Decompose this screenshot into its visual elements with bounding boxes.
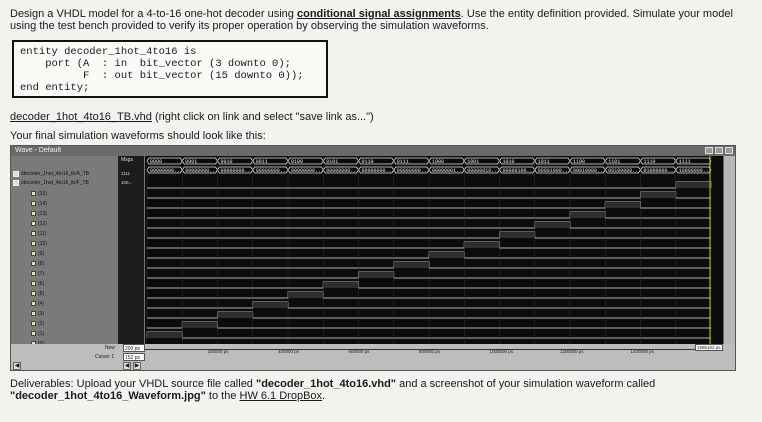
bit-icon: [31, 231, 36, 236]
code-line: F : out bit_vector (15 downto 0));: [20, 70, 304, 82]
close-button[interactable]: [725, 147, 733, 154]
bit-icon: [31, 191, 36, 196]
bit-row[interactable]: [31, 240, 47, 249]
bit-high-fill: [288, 292, 323, 298]
bus-f-value-label: 00000010...: [467, 167, 501, 174]
bit-label: (4): [38, 301, 45, 307]
bit-label: (9): [38, 251, 45, 257]
instructions-line-2: using the test bench provided to verify its proper operation by observing the simulation waveforms.: [10, 20, 489, 32]
bit-row[interactable]: [31, 230, 47, 239]
bit-row[interactable]: [31, 210, 47, 219]
value-a: 1111: [121, 171, 131, 176]
bit-icon: [31, 261, 36, 266]
bus-f-value-label: 10000000...: [678, 167, 712, 174]
bit-icon: [31, 311, 36, 316]
wave-window: [10, 145, 736, 371]
bus-f-value-label: 00000000...: [220, 167, 254, 174]
bit-high-fill: [147, 332, 182, 338]
bus-a-value-label: 0011: [255, 158, 268, 165]
bus-f-value-label: 00000100...: [502, 167, 536, 174]
now-label: Now: [105, 345, 116, 351]
bus-a-value-label: 0110: [361, 158, 374, 165]
time-tick-label: 200000 ps: [207, 349, 229, 354]
bit-high-fill: [394, 262, 429, 268]
bit-high-fill: [570, 212, 605, 218]
bit-label: (15): [38, 191, 47, 197]
cursor-value: 152 ps: [123, 353, 145, 361]
bus-a-value-label: 1010: [502, 158, 515, 165]
cursor-readout: 1595152 ps: [697, 345, 721, 350]
bus-f-value-label: 00001000...: [537, 167, 571, 174]
bus-a-value-label: 0111: [396, 158, 409, 165]
wave-titlebar: [11, 146, 735, 156]
bus-a-value-label: 0000: [150, 158, 163, 165]
signal-row-f[interactable]: [13, 179, 89, 188]
bus-a-value-label: 1011: [537, 158, 550, 165]
time-tick-label: 800000 ps: [419, 349, 441, 354]
bit-high-fill: [535, 222, 570, 228]
bus-f-value-label: 00000001...: [432, 167, 466, 174]
deliverables-text-end: .: [322, 390, 326, 402]
bit-row[interactable]: [31, 190, 47, 199]
bit-row[interactable]: [31, 290, 44, 299]
bus-f-value-label: 00000000...: [150, 167, 184, 174]
bit-high-fill: [464, 242, 499, 248]
time-tick-label: 1000000 ps: [489, 349, 514, 354]
code-line: port (A : in bit_vector (3 downto 0);: [20, 58, 291, 70]
bit-high-fill: [605, 202, 640, 208]
deliverables-line-1: [10, 378, 655, 390]
dropbox-link[interactable]: HW 6.1 DropBox: [239, 390, 323, 402]
bit-high-fill: [641, 192, 676, 198]
bit-label: (12): [38, 221, 47, 227]
deliverables-text-cont: and a screenshot of your simulation waveform called: [396, 378, 656, 390]
bit-high-fill: [323, 282, 358, 288]
bus-f-value-label: 00010000...: [573, 167, 607, 174]
bus-a-value-label: 0010: [220, 158, 233, 165]
bus-a-value-label: 1101: [608, 158, 621, 165]
bus-a-value-label: 1001: [467, 158, 480, 165]
bit-row[interactable]: [31, 270, 44, 279]
msgs-header: Msgs: [121, 157, 133, 163]
instructions-line-1: [10, 8, 733, 20]
bit-row[interactable]: [31, 280, 44, 289]
waveform-svg: [145, 156, 723, 344]
bit-icon: [31, 321, 36, 326]
bus-f-value-label: 00000000...: [326, 167, 360, 174]
scroll-left-button-2[interactable]: ◀: [124, 363, 130, 369]
bit-label: (14): [38, 201, 47, 207]
signal-name: /decoder_1hot_4to16_tb/F_TB: [21, 180, 89, 186]
bit-label: (8): [38, 261, 45, 267]
bit-row[interactable]: [31, 300, 44, 309]
entity-code-box: [12, 40, 328, 98]
bit-icon: [31, 271, 36, 276]
bus-a-value-label: 1100: [573, 158, 586, 165]
code-line: entity decoder_1hot_4to16 is: [20, 46, 197, 58]
bus-a-value-label: 1110: [643, 158, 656, 165]
bit-high-fill: [359, 272, 394, 278]
bit-icon: [31, 221, 36, 226]
scroll-right-button[interactable]: ▶: [134, 363, 140, 369]
bus-a-value-label: 1000: [432, 158, 445, 165]
bit-high-fill: [429, 252, 464, 258]
deliverable-file-1: "decoder_1hot_4to16.vhd": [256, 378, 397, 390]
instructions-text-cont: . Use the entity definition provided. Simulate your model: [460, 8, 733, 20]
bus-f-value-label: 00000000...: [255, 167, 289, 174]
time-tick-label: 1400000 ps: [630, 349, 655, 354]
instructions-text: Design a VHDL model for a 4-to-16 one-hot decoder using: [10, 8, 297, 20]
bit-label: (10): [38, 241, 47, 247]
code-line: end entity;: [20, 82, 90, 94]
bit-label: (7): [38, 271, 45, 277]
scroll-left-button[interactable]: ◀: [14, 363, 20, 369]
bit-label: (5): [38, 291, 45, 297]
bus-a-value-label: 0101: [326, 158, 339, 165]
bit-icon: [31, 281, 36, 286]
bit-high-fill: [182, 322, 217, 328]
value-f: 100...: [121, 180, 133, 185]
bit-icon: [31, 211, 36, 216]
bit-icon: [31, 241, 36, 246]
expand-icon[interactable]: [13, 171, 19, 177]
signal-names-pane: [11, 156, 119, 344]
time-tick-label: 400000 ps: [278, 349, 300, 354]
bus-a-value-label: 0001: [185, 158, 198, 165]
bus-f-value-label: 00000000...: [361, 167, 395, 174]
bus-f-value-label: 00000000...: [291, 167, 325, 174]
bus-f-value-label: 00000000...: [396, 167, 430, 174]
bus-a-value-label: 1111: [678, 158, 691, 165]
maximize-button[interactable]: [715, 147, 723, 154]
deliverables-line-2: [10, 390, 655, 402]
deliverables-text-mid: to the: [205, 390, 240, 402]
bit-high-fill: [218, 312, 253, 318]
bit-label: (2): [38, 321, 45, 327]
wave-title: Wave - Default: [15, 147, 62, 154]
waveform-area[interactable]: [145, 156, 723, 344]
bus-a-value-label: 0100: [291, 158, 304, 165]
bit-row[interactable]: [31, 200, 47, 209]
now-value: 200 ps: [123, 344, 145, 352]
bit-row[interactable]: [31, 220, 47, 229]
bit-row[interactable]: [31, 330, 44, 339]
bit-row[interactable]: [31, 320, 44, 329]
deliverables-text: Deliverables: Upload your VHDL source file called: [10, 378, 256, 390]
bus-f-value-label: 00100000...: [608, 167, 642, 174]
bit-icon: [31, 201, 36, 206]
bit-row[interactable]: [31, 260, 44, 269]
bit-label: (13): [38, 211, 47, 217]
signal-row-a[interactable]: [13, 170, 89, 179]
bit-icon: [31, 301, 36, 306]
testbench-link[interactable]: decoder_1hot_4to16_TB.vhd: [10, 111, 152, 123]
time-tick-label: 600000 ps: [348, 349, 370, 354]
deliverable-file-2: "decoder_1hot_4to16_Waveform.jpg": [10, 390, 206, 402]
values-pane: [119, 156, 145, 344]
deliverables: [10, 378, 655, 402]
minimize-button[interactable]: [705, 147, 713, 154]
bit-icon: [31, 251, 36, 256]
time-tick-label: 1200000 ps: [560, 349, 584, 354]
bit-row[interactable]: [31, 310, 44, 319]
vertical-scrollbar[interactable]: [723, 156, 735, 344]
testbench-line: [10, 111, 374, 123]
bit-row[interactable]: [31, 250, 44, 259]
bus-f-value-label: 01000000...: [643, 167, 677, 174]
bit-high-fill: [676, 182, 711, 188]
bit-icon: [31, 291, 36, 296]
bit-label: (1): [38, 331, 45, 337]
bus-f-value-label: 00000000...: [185, 167, 219, 174]
bit-high-fill: [500, 232, 535, 238]
cursor-label: Cursor 1: [95, 354, 115, 360]
waveform-intro: Your final simulation waveforms should look like this:: [10, 130, 266, 142]
bit-icon: [31, 331, 36, 336]
conditional-signal-assignments-link[interactable]: conditional signal assignments: [296, 8, 461, 20]
expand-icon[interactable]: [13, 180, 19, 186]
signal-name: /decoder_1hot_4to16_tb/A_TB: [21, 171, 90, 177]
testbench-note: (right click on link and select "save link as..."): [154, 111, 374, 123]
bit-label: (11): [38, 231, 47, 237]
bit-label: (3): [38, 311, 45, 317]
bit-label: (6): [38, 281, 45, 287]
bit-high-fill: [253, 302, 288, 308]
